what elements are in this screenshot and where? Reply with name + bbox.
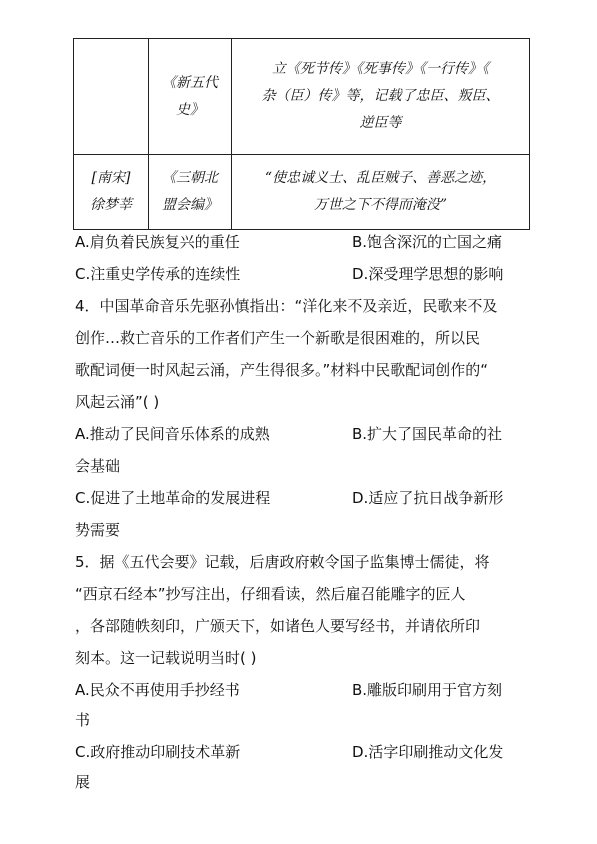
q4-stem-line: 创作…救亡音乐的工作者们产生一个新歌是很困难的，所以民 — [75, 329, 481, 347]
q4-option-b: B.扩大了国民革命的社 — [352, 425, 503, 443]
q5-stem-line: 刻本。这一记载说明当时( ) — [75, 649, 257, 667]
q4-stem-line: 歌配词便一时风起云涌，产生得很多。”材料中民歌配词创作的“ — [75, 361, 489, 379]
q5-option-d-continued: 展 — [75, 773, 91, 791]
source-table — [73, 38, 530, 230]
author-line: [南宋] — [91, 170, 131, 186]
q4-option-d-continued: 势需要 — [75, 521, 121, 539]
q4-option-c: C.促进了土地革命的发展进程 — [75, 489, 271, 507]
q3-option-d: D.深受理学思想的影响 — [352, 265, 504, 283]
q5-option-d: D.活字印刷推动文化发 — [352, 743, 504, 761]
author-cell — [74, 39, 149, 155]
content-line: “使忠诚义士、乱臣贼子、善恶之迹， — [264, 170, 497, 186]
table-row — [74, 155, 530, 230]
q3-option-b: B.饱含深沉的亡国之痛 — [352, 233, 503, 251]
q5-option-c: C.政府推动印刷技术革新 — [75, 743, 241, 761]
q5-option-b-continued: 书 — [75, 711, 91, 729]
author-line: 徐梦莘 — [90, 197, 132, 213]
book-cell — [149, 39, 232, 155]
q5-stem-line: 5．据《五代会要》记载，后唐政府敕令国子监集博士儒徒，将 — [75, 553, 490, 571]
book-title-line: 盟会编》 — [162, 197, 218, 213]
q4-option-a: A.推动了民间音乐体系的成熟 — [75, 425, 270, 443]
content-line: 杂（臣）传》等，记载了忠臣、叛臣、 — [261, 88, 500, 104]
q4-option-d: D.适应了抗日战争新形 — [352, 489, 504, 507]
book-title-line: 《新五代 — [162, 74, 218, 91]
q5-option-a: A.民众不再使用手抄经书 — [75, 681, 240, 699]
q5-option-b: B.雕版印刷用于官方刻 — [352, 681, 503, 699]
table-row — [74, 39, 530, 155]
book-title-line: 史》 — [176, 101, 204, 118]
q4-option-b-continued: 会基础 — [75, 457, 121, 475]
q5-stem-line: ，各部随帙刻印，广颁天下，如诸色人要写经书，并请依所印 — [75, 617, 481, 635]
content-cell — [232, 155, 530, 230]
book-title-line: 《三朝北 — [162, 170, 218, 186]
content-cell — [232, 39, 530, 155]
content-line: 万世之下不得而淹没” — [313, 197, 448, 213]
author-cell — [74, 155, 149, 230]
q4-stem-line: 风起云涌”( ) — [75, 393, 160, 411]
q3-option-c: C.注重史学传承的连续性 — [75, 265, 241, 283]
q4-stem-line: 4．中国革命音乐先驱孙慎指出：“洋化来不及亲近，民歌来不及 — [75, 297, 498, 315]
q5-stem-line: “西京石经本”抄写注出，仔细看读，然后雇召能雕字的匠人 — [75, 585, 466, 603]
book-cell — [149, 155, 232, 230]
q3-option-a: A.肩负着民族复兴的重任 — [75, 233, 240, 251]
content-line: 逆臣等 — [359, 115, 402, 131]
content-line: 立《死节传》《死事传》《一行传》《 — [272, 61, 489, 77]
